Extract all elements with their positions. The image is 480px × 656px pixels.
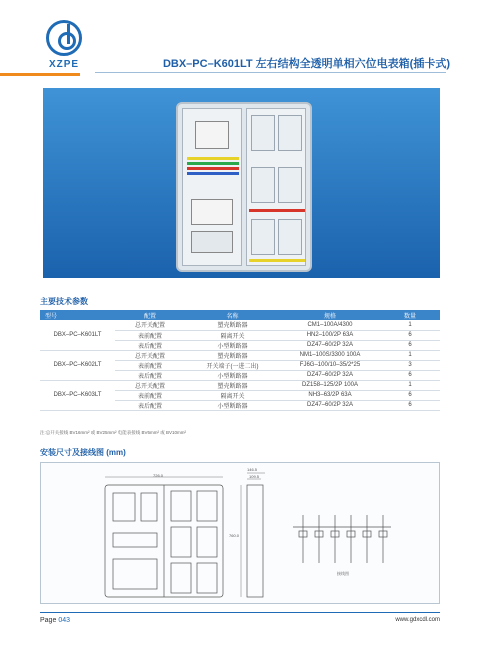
qty-cell: 6 — [380, 370, 440, 380]
wire-red — [249, 209, 305, 212]
name-cell: 塑壳断路器 — [185, 380, 280, 390]
left-compartment — [182, 108, 242, 266]
depth-dimension: 146.5 — [247, 467, 258, 472]
table-row — [40, 380, 440, 390]
dims-section-title: 安装尺寸及接线图 (mm) — [40, 448, 126, 457]
brand-accent-bar — [0, 73, 80, 76]
page-title: DBX–PC–K601LT 左右结构全透明单相六位电表箱(插卡式) — [162, 58, 450, 70]
qty-cell: 1 — [380, 320, 440, 330]
terminal-block — [191, 231, 233, 253]
breaker-window — [113, 493, 135, 521]
qty-cell: 3 — [380, 360, 440, 370]
name-cell: 开关端子(一进二出) — [185, 360, 280, 370]
qty-cell: 6 — [380, 340, 440, 350]
header-qty: 数量 — [380, 310, 440, 320]
meter-slot — [251, 167, 275, 203]
qty-cell: 6 — [380, 400, 440, 410]
name-cell: 小型断路器 — [185, 370, 280, 380]
table-row — [40, 350, 440, 360]
page-number — [40, 617, 70, 624]
name-cell: 隔离开关 — [185, 390, 280, 400]
config-cell: 表后配置 — [115, 400, 185, 410]
config-cell: 表前配置 — [115, 330, 185, 340]
wire-yellow — [187, 157, 239, 160]
config-cell: 总开关配置 — [115, 320, 185, 330]
meter-slot — [251, 115, 275, 151]
model-cell: DBX–PC–K601LT — [40, 320, 115, 350]
config-cell: 总开关配置 — [115, 350, 185, 360]
spec-table — [40, 310, 440, 411]
wire-blue — [187, 172, 239, 175]
spec-cell: HN2–100/2P 63A — [280, 330, 380, 340]
wire-green — [187, 162, 239, 165]
spec-cell: DZ47–60/2P 32A — [280, 340, 380, 350]
header-config: 配置 — [115, 310, 185, 320]
qty-cell: 6 — [380, 330, 440, 340]
spec-cell: DZ47–60/2P 32A — [280, 370, 380, 380]
width-dimension: 726.0 — [153, 473, 164, 478]
config-cell: 表后配置 — [115, 370, 185, 380]
model-cell: DBX–PC–K602LT — [40, 350, 115, 380]
meter-slot — [278, 167, 302, 203]
website-url: www.gdxcdl.com — [395, 617, 440, 623]
config-cell: 总开关配置 — [115, 380, 185, 390]
config-cell: 表前配置 — [115, 390, 185, 400]
brand-name: XZPE — [48, 59, 80, 70]
config-cell: 表后配置 — [115, 340, 185, 350]
header-spec: 规格 — [280, 310, 380, 320]
header-model: 型号 — [40, 310, 115, 320]
table-row — [40, 320, 440, 330]
dimension-drawing — [40, 462, 440, 604]
logo-icon — [46, 20, 82, 56]
title-divider — [95, 72, 446, 73]
qty-cell: 6 — [380, 390, 440, 400]
page-prefix: Page — [40, 617, 57, 624]
qty-cell: 1 — [380, 380, 440, 390]
wiring-diagram-label: 接线图 — [337, 571, 349, 576]
drawing-svg — [41, 463, 439, 603]
name-cell: 隔离开关 — [185, 330, 280, 340]
name-cell: 小型断路器 — [185, 340, 280, 350]
meter-box-illustration — [176, 102, 312, 272]
model-cell: DBX–PC–K603LT — [40, 380, 115, 410]
name-cell: 塑壳断路器 — [185, 350, 280, 360]
side-view-outline — [247, 485, 263, 597]
inner-depth-dimension: 109.5 — [249, 474, 260, 479]
brand-logo — [34, 20, 94, 70]
name-cell: 小型断路器 — [185, 400, 280, 410]
right-compartment — [246, 108, 306, 266]
wire-yellow — [249, 259, 305, 262]
spec-section-title: 主要技术参数 — [40, 297, 88, 306]
name-cell: 塑壳断路器 — [185, 320, 280, 330]
mcb-row — [191, 199, 233, 225]
footer-divider — [40, 612, 440, 613]
spec-cell: NH3–63/2P 63A — [280, 390, 380, 400]
header-name: 名称 — [185, 310, 280, 320]
main-breaker — [195, 121, 229, 149]
meter-slot — [278, 219, 302, 255]
spec-cell: NM1–100S/3300 100A — [280, 350, 380, 360]
page-num: 043 — [58, 617, 70, 624]
meter-slot — [251, 219, 275, 255]
spec-cell: DZ158–125/2P 100A — [280, 380, 380, 390]
table-header-row — [40, 310, 440, 320]
product-photo — [43, 88, 440, 278]
wire-red — [187, 167, 239, 170]
spec-cell: FJ6G–100/10–35/2*25 — [280, 360, 380, 370]
meter-slot — [278, 115, 302, 151]
qty-cell: 1 — [380, 350, 440, 360]
height-dimension: 760.0 — [229, 533, 240, 538]
wiring-note: 注:总开关接线 BV16mm² 或 BV25mm² 电能表接线 BV6mm² 或 BV10mm² — [40, 430, 187, 435]
spec-cell: CM1–100A/4300 — [280, 320, 380, 330]
config-cell: 表前配置 — [115, 360, 185, 370]
spec-cell: DZ47–60/2P 32A — [280, 400, 380, 410]
